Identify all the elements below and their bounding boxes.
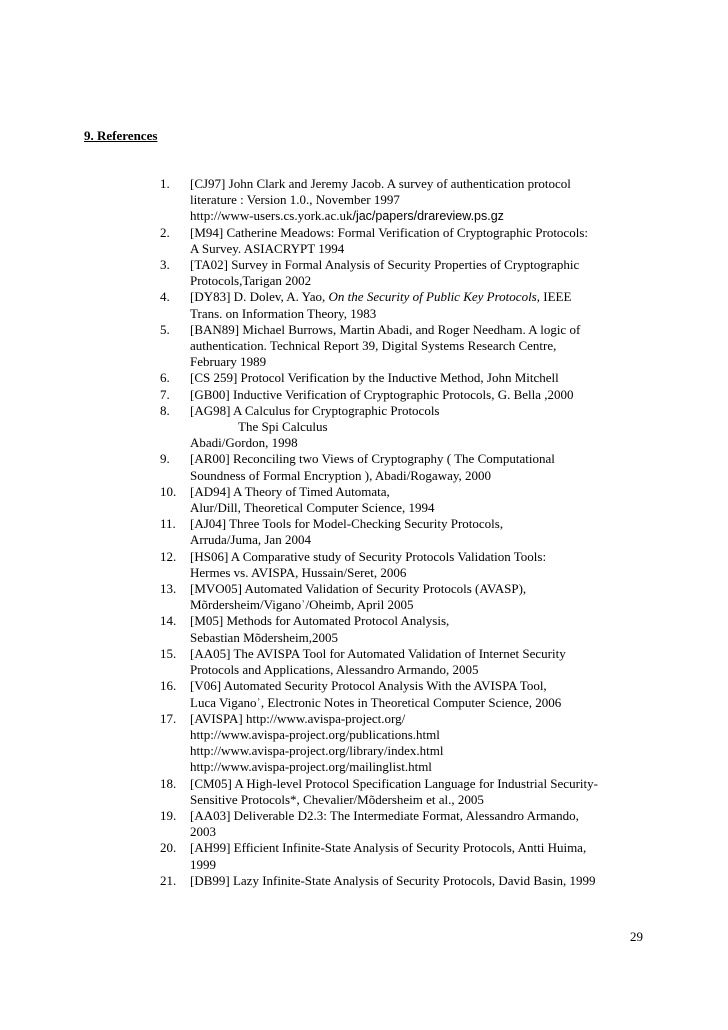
reference-text: [AH99] Efficient Infinite-State Analysis of Security Protocols, Antti Huima, (190, 840, 587, 856)
reference-text: Sebastian Mõdersheim,2005 (190, 629, 339, 645)
reference-text: [TA02] Survey in Formal Analysis of Security Properties of Cryptographic (190, 257, 580, 273)
reference-number: 16. (160, 678, 177, 694)
reference-number: 17. (160, 710, 177, 726)
reference-item (160, 387, 660, 403)
reference-text: Trans. on Information Theory, 1983 (190, 305, 377, 321)
reference-item (160, 370, 660, 386)
reference-url[interactable]: http://www.avispa-project.org/publications.html (190, 726, 440, 742)
reference-number: 4. (160, 289, 170, 305)
reference-text: Protocols and Applications, Alessandro Armando, 2005 (190, 662, 479, 678)
reference-item (160, 516, 660, 548)
reference-text: 1999 (190, 856, 216, 872)
reference-text: [AR00] Reconciling two Views of Cryptography ( The Computational (190, 451, 555, 467)
reference-list (160, 176, 660, 889)
reference-text: [GB00] Inductive Verification of Cryptographic Protocols, G. Bella ,2000 (190, 386, 574, 402)
reference-item (160, 776, 660, 808)
reference-text: [M94] Catherine Meadows: Formal Verification of Cryptographic Protocols: (190, 224, 588, 240)
reference-text: A Survey. ASIACRYPT 1994 (190, 240, 345, 256)
reference-text: [HS06] A Comparative study of Security Protocols Validation Tools: (190, 548, 547, 564)
reference-item (160, 581, 660, 613)
reference-text: Protocols,Tarigan 2002 (190, 273, 312, 289)
reference-number: 19. (160, 807, 177, 823)
reference-number: 6. (160, 370, 170, 386)
reference-item (160, 403, 660, 452)
reference-text: [AJ04] Three Tools for Model-Checking Security Protocols, (190, 516, 504, 532)
reference-item (160, 678, 660, 710)
reference-item (160, 840, 660, 872)
reference-text: February 1989 (190, 354, 267, 370)
reference-item (160, 549, 660, 581)
reference-title: On the Security of Public Key Protocols (328, 289, 537, 305)
reference-url-path: /jac/papers/drareview.ps.gz (352, 209, 504, 224)
reference-text: [V06] Automated Security Protocol Analysis With the AVISPA Tool, (190, 678, 547, 694)
reference-number: 15. (160, 645, 177, 661)
reference-item (160, 322, 660, 371)
reference-text (190, 289, 660, 305)
reference-number: 8. (160, 402, 170, 418)
reference-text: Sensitive Protocols*, Chevalier/Mõdersheim et al., 2005 (190, 791, 484, 807)
reference-text: [AA03] Deliverable D2.3: The Intermediate Format, Alessandro Armando, (190, 807, 579, 823)
reference-text: [AD94] A Theory of Timed Automata, (190, 483, 390, 499)
reference-number: 9. (160, 451, 170, 467)
reference-item (160, 451, 660, 483)
reference-number: 2. (160, 224, 170, 240)
reference-url[interactable] (190, 208, 660, 224)
reference-item (160, 873, 660, 889)
reference-item (160, 176, 660, 225)
reference-text: Abadi/Gordon, 1998 (190, 435, 298, 451)
reference-number: 21. (160, 872, 177, 888)
reference-text: [AA05] The AVISPA Tool for Automated Validation of Internet Security (190, 645, 566, 661)
reference-number: 1. (160, 176, 170, 191)
reference-item (160, 484, 660, 516)
reference-url[interactable]: http://www.avispa-project.org/mailinglist.html (190, 759, 432, 775)
reference-item (160, 808, 660, 840)
reference-item (160, 257, 660, 289)
reference-number: 5. (160, 321, 170, 337)
section-heading: 9. References (84, 128, 158, 143)
reference-text: authentication. Technical Report 39, Digital Systems Research Centre, (190, 338, 557, 354)
reference-number: 14. (160, 613, 177, 629)
reference-url[interactable]: http://www.avispa-project.org/library/index.html (190, 743, 444, 759)
reference-text: [CM05] A High-level Protocol Specification Language for Industrial Security- (190, 775, 598, 791)
reference-item (160, 613, 660, 645)
reference-text: Arruda/Juma, Jan 2004 (190, 532, 311, 548)
reference-text: [AG98] A Calculus for Cryptographic Protocols (190, 402, 440, 418)
reference-number: 18. (160, 775, 177, 791)
reference-item (160, 711, 660, 776)
reference-text: [AVISPA] http://www.avispa-project.org/ (190, 710, 406, 726)
reference-text: Mõrdersheim/Viganoʾ/Oheimb, April 2005 (190, 597, 414, 613)
reference-number: 20. (160, 840, 177, 856)
reference-item (160, 289, 660, 321)
reference-number: 13. (160, 581, 177, 597)
reference-number: 11. (160, 516, 176, 532)
reference-text-pre: [DY83] D. Dolev, A. Yao, (190, 289, 329, 305)
reference-text: Luca Viganoʾ, Electronic Notes in Theoretical Computer Science, 2006 (190, 694, 562, 710)
reference-text-post: , IEEE (536, 289, 572, 305)
reference-item (160, 646, 660, 678)
reference-text: [CS 259] Protocol Verification by the Inductive Method, John Mitchell (190, 370, 559, 386)
reference-number: 12. (160, 548, 177, 564)
page-number: 29 (630, 929, 643, 944)
reference-text: Soundness of Formal Encryption ), Abadi/Rogaway, 2000 (190, 467, 492, 483)
reference-text: [DB99] Lazy Infinite-State Analysis of Security Protocols, David Basin, 1999 (190, 872, 596, 888)
reference-text: [M05] Methods for Automated Protocol Analysis, (190, 613, 450, 629)
reference-text: [BAN89] Michael Burrows, Martin Abadi, and Roger Needham. A logic of (190, 321, 581, 337)
reference-item (160, 225, 660, 257)
reference-text: Hermes vs. AVISPA, Hussain/Seret, 2006 (190, 564, 407, 580)
reference-number: 3. (160, 257, 170, 273)
reference-number: 10. (160, 483, 177, 499)
reference-text: The Spi Calculus (238, 419, 328, 435)
reference-text: 2003 (190, 824, 216, 840)
reference-url-host: http://www-users.cs.york.ac.uk (190, 208, 353, 224)
reference-number: 7. (160, 386, 170, 402)
reference-text: Alur/Dill, Theoretical Computer Science, 1994 (190, 500, 435, 516)
reference-text: [MVO05] Automated Validation of Security Protocols (AVASP), (190, 581, 527, 597)
reference-text: literature : Version 1.0., November 1997 (190, 192, 400, 208)
reference-text: [CJ97] John Clark and Jeremy Jacob. A survey of authentication protocol (190, 176, 571, 191)
